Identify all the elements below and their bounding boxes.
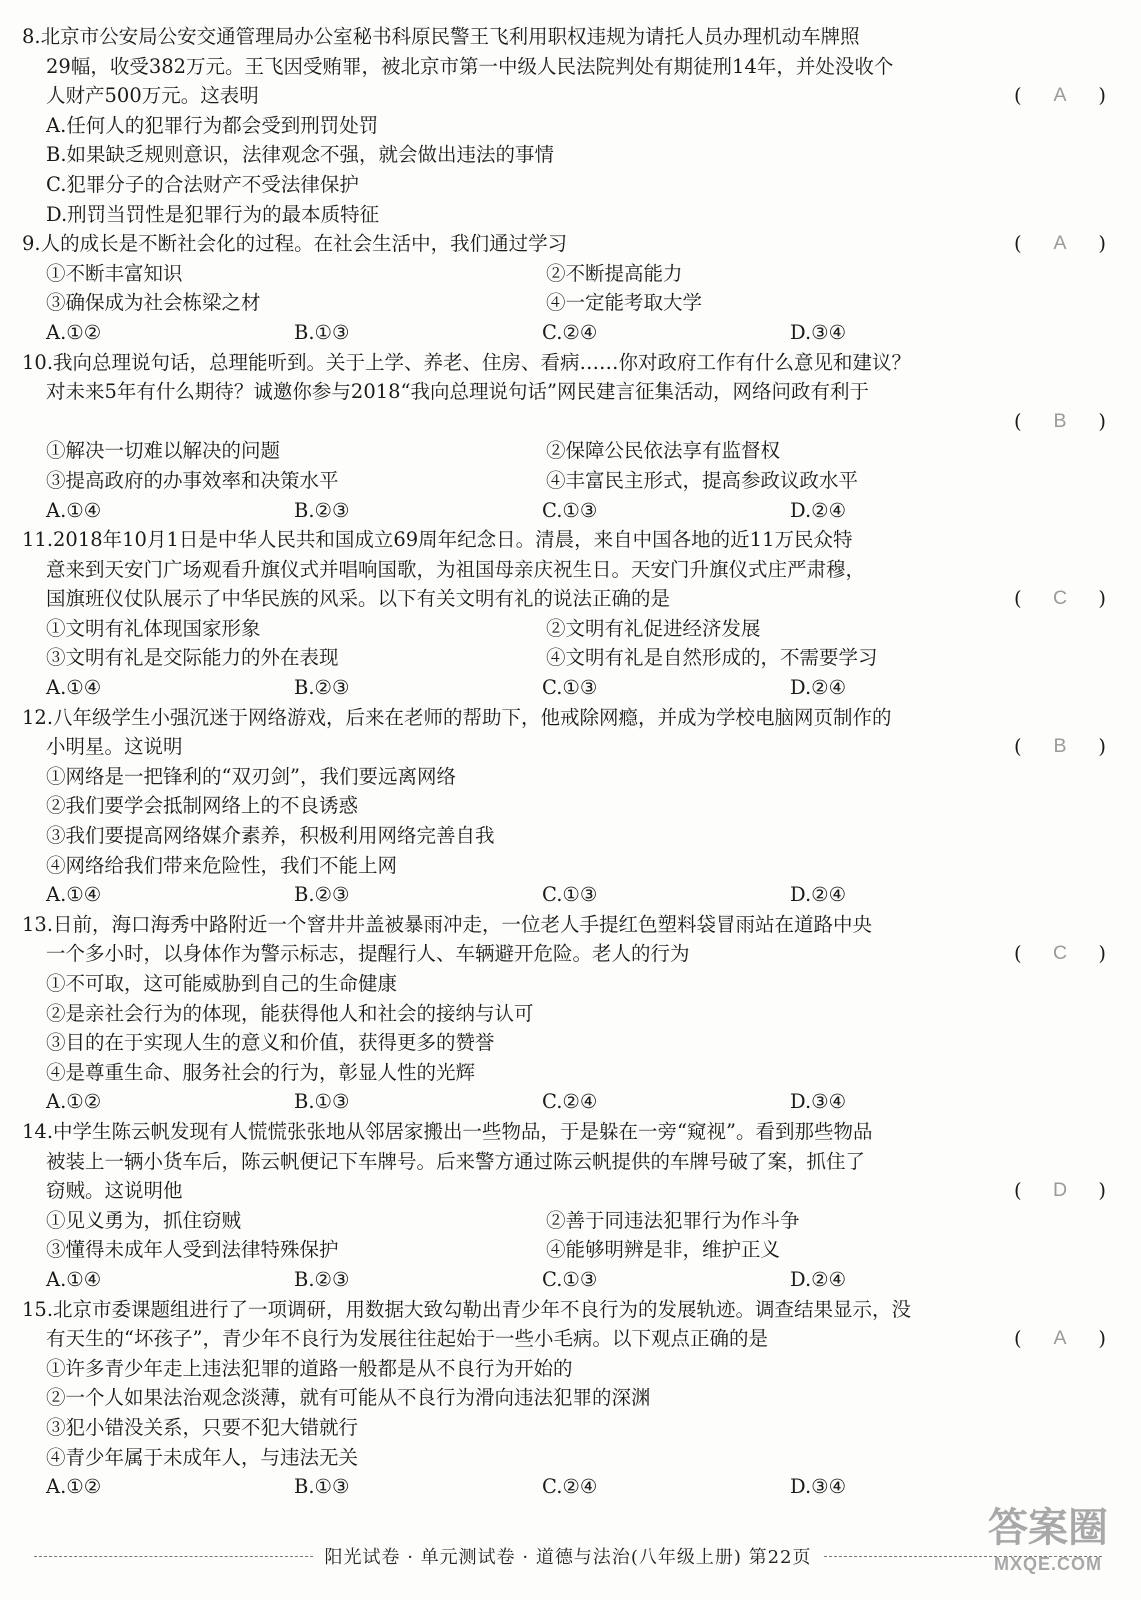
choice-a: A.①② bbox=[46, 1090, 102, 1114]
statement-item: ③犯小错没关系，只要不犯大错就行 bbox=[46, 1415, 359, 1439]
statement-list bbox=[22, 436, 1114, 525]
choice-b: B.②③ bbox=[294, 498, 350, 522]
statement-item: ④文明有礼是自然形成的，不需要学习 bbox=[546, 646, 878, 670]
stem-line: 11.2018年10月1日是中华人民共和国成立69周年纪念日。清晨，来自中国各地的近11万民众特 bbox=[22, 528, 853, 552]
statement-list bbox=[22, 1206, 1114, 1295]
option-d: D.刑罚当罚性是犯罪行为的最本质特征 bbox=[46, 202, 380, 226]
stem-line: 10.我向总理说句话，总理能听到。关于上学、养老、住房、看病……你对政府工作有什么意见和建议？ bbox=[22, 350, 912, 374]
question-stem bbox=[22, 1117, 1114, 1206]
choice-d: D.②④ bbox=[790, 883, 847, 907]
choice-b: B.①③ bbox=[294, 320, 350, 344]
choice-c: C.①③ bbox=[542, 498, 598, 522]
stem-line: 一个多小时，以身体作为警示标志，提醒行人、车辆避开危险。老人的行为 bbox=[46, 942, 690, 966]
statement-list bbox=[22, 614, 1114, 703]
choice-row bbox=[46, 318, 1114, 348]
answer-letter: A bbox=[1053, 232, 1067, 255]
option-list bbox=[22, 111, 1114, 229]
question-9 bbox=[22, 229, 1114, 347]
choice-c: C.②④ bbox=[542, 1475, 598, 1499]
statement-item: ④网络给我们带来危险性，我们不能上网 bbox=[46, 853, 398, 877]
answer-bracket: ( C ) bbox=[1014, 584, 1106, 614]
choice-d: D.②④ bbox=[790, 676, 847, 700]
answer-bracket: ( A ) bbox=[1014, 1324, 1106, 1354]
choice-a: A.①② bbox=[46, 1475, 102, 1499]
statement-list bbox=[22, 259, 1114, 348]
question-stem bbox=[22, 910, 1114, 969]
answer-letter: C bbox=[1052, 587, 1068, 610]
answer-line bbox=[22, 407, 1114, 437]
statement-item: ②文明有礼促进经济发展 bbox=[546, 616, 761, 640]
question-stem bbox=[22, 22, 1114, 111]
statement-item: ①网络是一把锋利的“双刃剑”，我们要远离网络 bbox=[46, 764, 456, 788]
statement-list bbox=[22, 1354, 1114, 1502]
stem-line: 窃贼。这说明他 bbox=[46, 1179, 183, 1203]
choice-row bbox=[46, 1265, 1114, 1295]
stem-line: 被装上一辆小货车后，陈云帆便记下车牌号。后来警方通过陈云帆提供的车牌号破了案，抓住了 bbox=[46, 1149, 866, 1173]
statement-item: ④一定能考取大学 bbox=[546, 291, 703, 315]
choice-b: B.①③ bbox=[294, 1090, 350, 1114]
footer-text: 阳光试卷 · 单元测试卷 · 道德与法治(八年级上册) 第22页 bbox=[324, 1547, 812, 1568]
statement-item: ③确保成为社会栋梁之材 bbox=[46, 291, 261, 315]
watermark-title: 答案圈 bbox=[988, 1506, 1108, 1550]
answer-bracket: ( B ) bbox=[1014, 732, 1106, 762]
option-c: C.犯罪分子的合法财产不受法律保护 bbox=[46, 172, 359, 196]
statement-list bbox=[22, 762, 1114, 910]
answer-bracket: ( A ) bbox=[1014, 81, 1106, 111]
choice-a: A.①② bbox=[46, 320, 102, 344]
statement-item: ②我们要学会抵制网络上的不良诱惑 bbox=[46, 794, 359, 818]
choice-row bbox=[46, 496, 1114, 526]
page-footer bbox=[22, 1543, 1114, 1569]
stem-line: 意来到天安门广场观看升旗仪式并唱响国歌，为祖国母亲庆祝生日。天安门升旗仪式庄严肃穆， bbox=[46, 557, 866, 581]
question-stem bbox=[22, 1295, 1114, 1354]
question-stem bbox=[22, 229, 1114, 259]
answer-bracket: ( C ) bbox=[1014, 939, 1106, 969]
statement-item: ④青少年属于未成年人，与违法无关 bbox=[46, 1445, 359, 1469]
question-stem bbox=[22, 703, 1114, 762]
statement-list bbox=[22, 969, 1114, 1117]
footer-divider-left bbox=[34, 1556, 313, 1557]
choice-c: C.②④ bbox=[542, 320, 598, 344]
stem-line: 29幅，收受382万元。王飞因受贿罪，被北京市第一中级人民法院判处有期徒刑14年，并处没收个 bbox=[46, 54, 894, 78]
question-14 bbox=[22, 1117, 1114, 1295]
option-b: B.如果缺乏规则意识，法律观念不强，就会做出违法的事情 bbox=[46, 143, 555, 167]
statement-item: ③懂得未成年人受到法律特殊保护 bbox=[46, 1238, 339, 1262]
statement-item: ①不断丰富知识 bbox=[46, 261, 183, 285]
statement-item: ③提高政府的办事效率和决策水平 bbox=[46, 468, 339, 492]
choice-row bbox=[46, 1472, 1114, 1502]
choice-row bbox=[46, 673, 1114, 703]
question-stem bbox=[22, 525, 1114, 614]
answer-bracket: ( A ) bbox=[1014, 229, 1106, 259]
statement-item: ④是尊重生命、服务社会的行为，彰显人性的光辉 bbox=[46, 1060, 476, 1084]
question-12 bbox=[22, 703, 1114, 910]
answer-letter: A bbox=[1053, 1327, 1067, 1350]
choice-b: B.②③ bbox=[294, 883, 350, 907]
question-15 bbox=[22, 1295, 1114, 1502]
stem-line: 人财产500万元。这表明 bbox=[46, 84, 259, 108]
statement-item: ②不断提高能力 bbox=[546, 261, 683, 285]
choice-b: B.②③ bbox=[294, 676, 350, 700]
statement-item: ①许多青少年走上违法犯罪的道路一般都是从不良行为开始的 bbox=[46, 1356, 573, 1380]
choice-d: D.③④ bbox=[790, 1090, 847, 1114]
question-stem bbox=[22, 348, 1114, 407]
option-a: A.任何人的犯罪行为都会受到刑罚处罚 bbox=[46, 113, 379, 137]
choice-row bbox=[46, 1087, 1114, 1117]
stem-line: 14.中学生陈云帆发现有人慌慌张张地从邻居家搬出一些物品，于是躲在一旁“窥视”。看到那些物品 bbox=[22, 1119, 873, 1143]
stem-line: 13.日前，海口海秀中路附近一个窨井井盖被暴雨冲走，一位老人手提红色塑料袋冒雨站在道路中央 bbox=[22, 912, 873, 936]
statement-item: ③目的在于实现人生的意义和价值，获得更多的赞誉 bbox=[46, 1031, 495, 1055]
stem-line: 有天生的“坏孩子”，青少年不良行为发展往往起始于一些小毛病。以下观点正确的是 bbox=[46, 1327, 768, 1351]
question-8 bbox=[22, 22, 1114, 229]
statement-item: ②保障公民依法享有监督权 bbox=[546, 439, 781, 463]
statement-item: ②一个人如果法治观念淡薄，就有可能从不良行为滑向违法犯罪的深渊 bbox=[46, 1386, 651, 1410]
stem-line: 8.北京市公安局公安交通管理局办公室秘书科原民警王飞利用职权违规为请托人员办理机动车牌照 bbox=[22, 25, 860, 48]
question-10 bbox=[22, 348, 1114, 526]
choice-c: C.①③ bbox=[542, 676, 598, 700]
statement-item: ①不可取，这可能威胁到自己的生命健康 bbox=[46, 972, 398, 995]
choice-a: A.①④ bbox=[46, 883, 102, 907]
choice-b: B.②③ bbox=[294, 1267, 350, 1291]
choice-a: A.①④ bbox=[46, 1267, 102, 1291]
stem-line: 小明星。这说明 bbox=[46, 735, 183, 759]
choice-d: D.②④ bbox=[790, 1267, 847, 1291]
question-list bbox=[22, 22, 1114, 1502]
stem-line: 12.八年级学生小强沉迷于网络游戏，后来在老师的帮助下，他戒除网瘾，并成为学校电脑网页制作的 bbox=[22, 705, 892, 729]
statement-item: ④丰富民主形式，提高参政议政水平 bbox=[546, 468, 859, 492]
statement-item: ②是亲社会行为的体现，能获得他人和社会的接纳与认可 bbox=[46, 1001, 534, 1025]
choice-a: A.①④ bbox=[46, 498, 102, 522]
statement-item: ①文明有礼体现国家形象 bbox=[46, 616, 261, 640]
stem-line: 国旗班仪仗队展示了中华民族的风采。以下有关文明有礼的说法正确的是 bbox=[46, 587, 671, 611]
answer-letter: B bbox=[1053, 735, 1067, 758]
stem-line: 9.人的成长是不断社会化的过程。在社会生活中，我们通过学习 bbox=[22, 232, 568, 256]
choice-d: D.③④ bbox=[790, 320, 847, 344]
statement-item: ①见义勇为，抓住窃贼 bbox=[46, 1208, 242, 1232]
statement-item: ②善于同违法犯罪行为作斗争 bbox=[546, 1208, 800, 1232]
choice-b: B.①③ bbox=[294, 1475, 350, 1499]
watermark-logo bbox=[968, 1502, 1128, 1590]
choice-c: C.②④ bbox=[542, 1090, 598, 1114]
answer-bracket: ( B ) bbox=[1014, 407, 1106, 437]
choice-row bbox=[46, 880, 1114, 910]
choice-d: D.③④ bbox=[790, 1475, 847, 1499]
question-13 bbox=[22, 910, 1114, 1117]
question-11 bbox=[22, 525, 1114, 703]
statement-item: ①解决一切难以解决的问题 bbox=[46, 439, 281, 463]
stem-line: 15.北京市委课题组进行了一项调研，用数据大致勾勒出青少年不良行为的发展轨迹。调查结果显示，没 bbox=[22, 1297, 912, 1321]
statement-item: ③文明有礼是交际能力的外在表现 bbox=[46, 646, 339, 670]
statement-item: ③我们要提高网络媒介素养，积极利用网络完善自我 bbox=[46, 824, 495, 848]
choice-c: C.①③ bbox=[542, 883, 598, 907]
answer-letter: D bbox=[1052, 1179, 1068, 1202]
choice-a: A.①④ bbox=[46, 676, 102, 700]
watermark-url: MXQE.COM bbox=[993, 1554, 1102, 1574]
answer-letter: B bbox=[1053, 409, 1067, 432]
choice-d: D.②④ bbox=[790, 498, 847, 522]
statement-item: ④能够明辨是非，维护正义 bbox=[546, 1238, 781, 1262]
answer-letter: A bbox=[1053, 84, 1067, 107]
answer-letter: C bbox=[1052, 942, 1068, 965]
stem-line: 对未来5年有什么期待？诚邀你参与2018“我向总理说句话”网民建言征集活动，网络问政有利于 bbox=[46, 380, 869, 404]
choice-c: C.①③ bbox=[542, 1267, 598, 1291]
answer-bracket: ( D ) bbox=[1014, 1176, 1106, 1206]
